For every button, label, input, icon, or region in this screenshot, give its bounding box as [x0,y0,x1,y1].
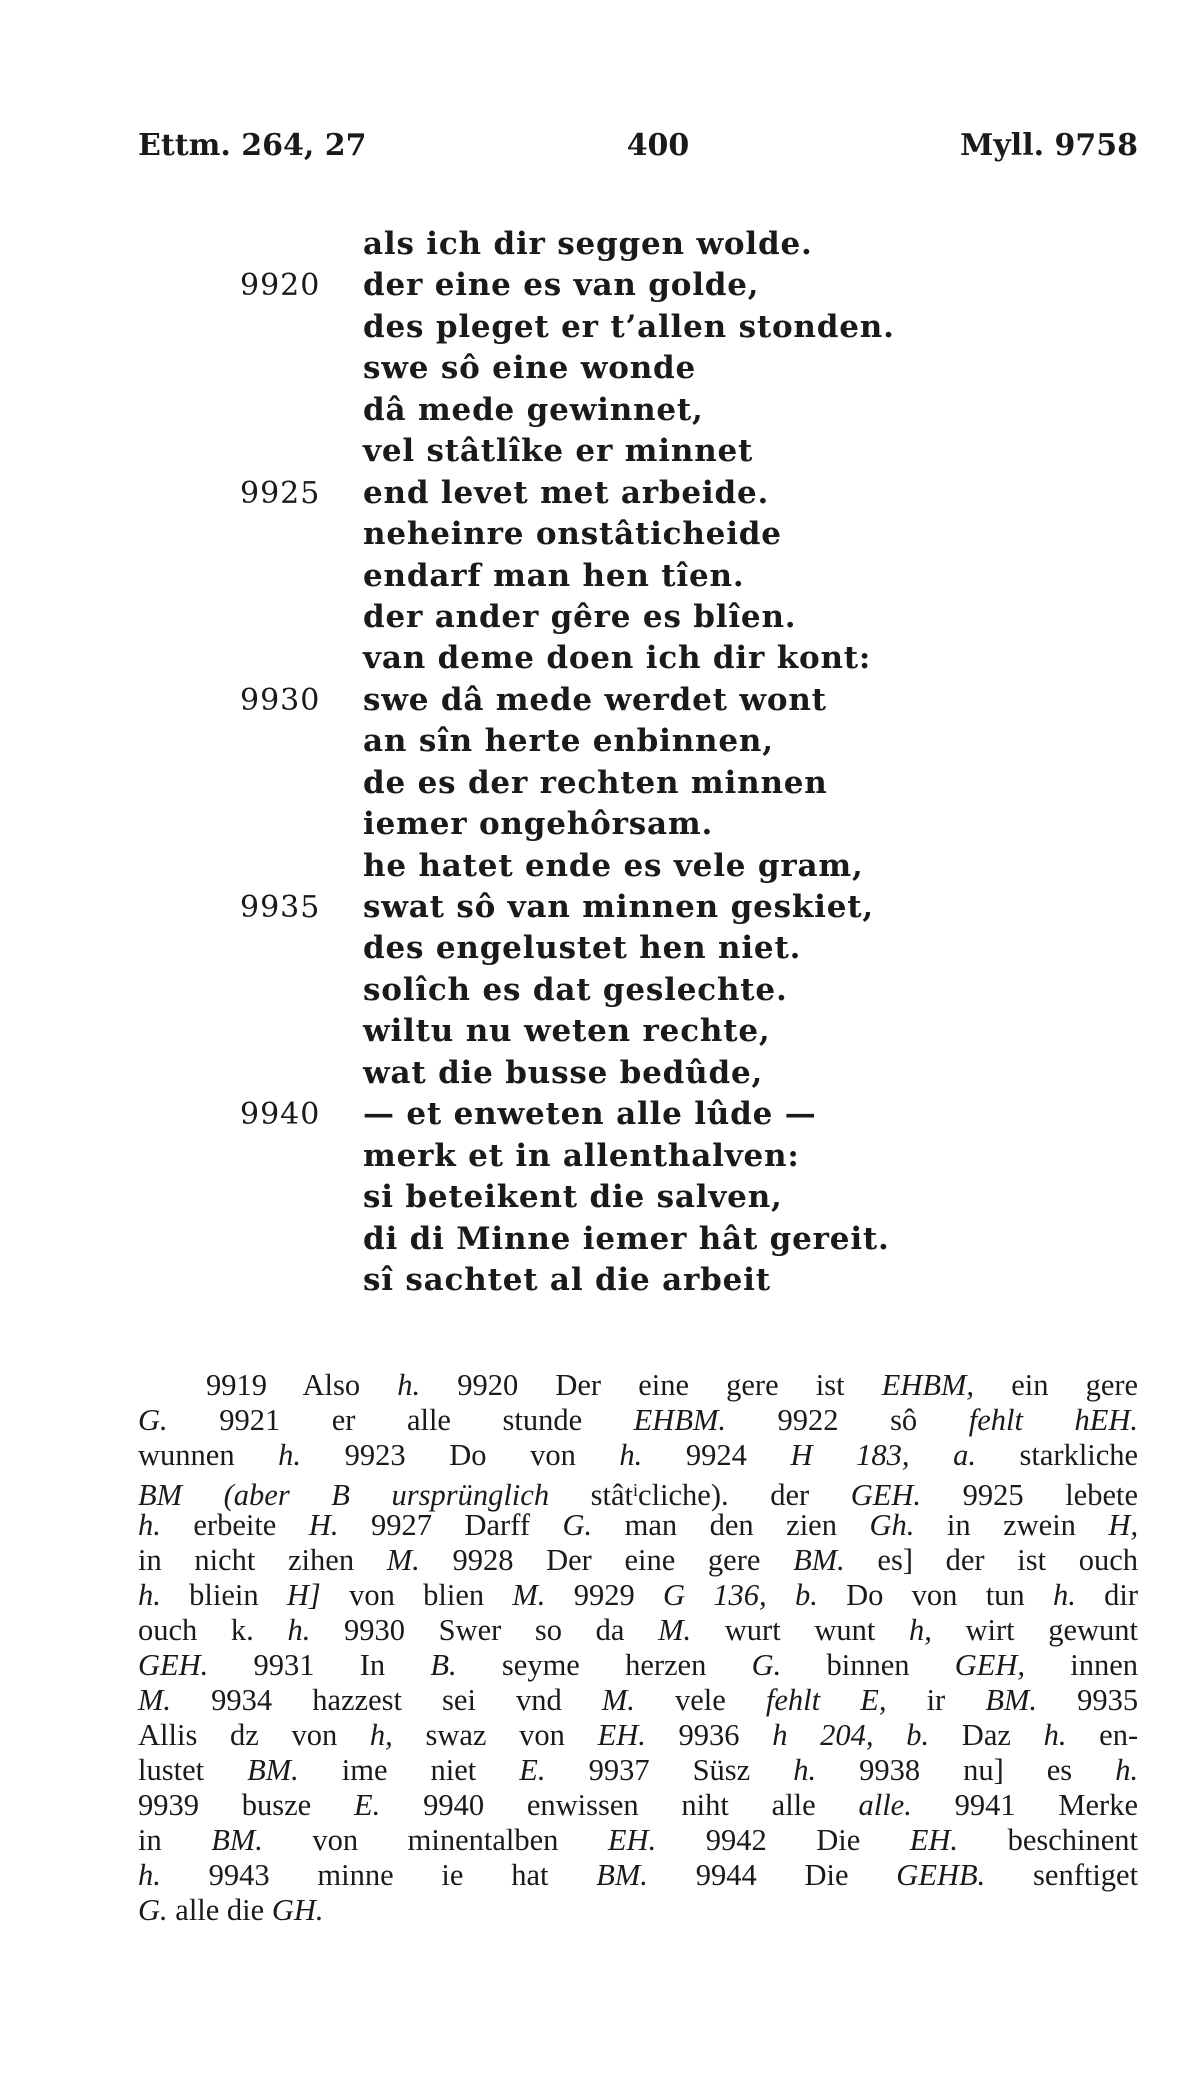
note-line: M. 9934 hazzest sei vnd M. vele fehlt E, ir BM. 9935 [138,1683,1139,1717]
verse-line [0,390,1200,431]
verse-line-text: vel stâtlîke er minnet [363,433,754,470]
verse-line-text: end levet met arbeide. [363,474,770,511]
verse-line-text: merk et in allenthalven: [363,1137,800,1174]
note-line: in nicht zihen M. 9928 Der eine gere BM. es] der ist ouch [138,1543,1138,1577]
note-line: lustet BM. ime niet E. 9937 Süsz h. 9938 nu] es h. [138,1753,1139,1787]
running-head-left: Ettm. 264, 27 [138,128,367,163]
note-line: wunnen h. 9923 Do von h. 9924 H 183, a. starkliche [138,1438,1139,1472]
verse-line-text: der eine es van golde, [363,267,760,304]
verse-line-text: swe sô eine wonde [363,350,697,387]
verse-line [0,638,1200,679]
note-line: 9919 Also h. 9920 Der eine gere ist EHBM, ein gere [206,1368,1139,1402]
verse-line [0,431,1200,472]
verse-line-text: si beteikent die salven, [363,1179,783,1216]
line-number: 9940 [240,1097,321,1133]
verse-line-text: sî sachtet al die arbeit [363,1261,771,1298]
note-line: in BM. von minentalben EH. 9942 Die EH. beschinent [138,1823,1138,1857]
verse-line [0,763,1200,804]
verse-line [0,307,1200,348]
note-line: Allis dz von h, swaz von EH. 9936 h 204, b. Daz h. en- [138,1718,1139,1752]
note-line: ouch k. h. 9930 Swer so da M. wurt wunt h, wirt gewunt [138,1613,1139,1647]
verse-line-text: des pleget er t’allen stonden. [363,308,895,345]
verse-line [0,1260,1200,1301]
line-number: 9920 [240,268,321,304]
verse-line [0,556,1200,597]
running-head-right: Myll. 9758 [960,128,1138,163]
verse-line [0,1219,1200,1260]
verse-line [0,224,1200,265]
verse-line [0,1177,1200,1218]
verse-line-text: swe dâ mede werdet wont [363,681,827,718]
verse-line [0,804,1200,845]
verse-line-text: dâ mede gewinnet, [363,391,704,428]
verse-line [0,721,1200,762]
note-line: h. bliein H] von blien M. 9929 G 136, b. Do von tun h. dir [138,1578,1139,1612]
verse-line-text: solîch es dat geslechte. [363,971,788,1008]
verse-line-text: iemer ongehôrsam. [363,806,714,843]
verse-line [0,265,1200,306]
note-line: BM (aber B ursprünglich stât$^i$cliche). der GEH. 9925 lebete [138,1478,1139,1512]
line-number: 9935 [240,890,321,925]
verse-line-text: — et enweten alle lûde — [363,1096,817,1133]
verse-line-text: de es der rechten minnen [363,764,828,801]
verse-line-text: endarf man hen tîen. [363,557,745,594]
verse-line [0,1094,1200,1135]
verse-line [0,928,1200,969]
verse-line-text: als ich dir seggen wolde. [363,226,813,262]
verse-line [0,1053,1200,1094]
verse-line-text: wat die busse bedûde, [363,1054,764,1091]
verse-line [0,1136,1200,1177]
verse-line-text: he hatet ende es vele gram, [363,847,864,884]
verse-line-text: wiltu nu weten rechte, [363,1013,771,1050]
verse-line-text: des engelustet hen niet. [363,930,802,967]
note-line: GEH. 9931 In B. seyme herzen G. binnen GEH, innen [138,1648,1139,1682]
verse-line [0,473,1200,514]
verse-line-text: di di Minne iemer hât gereit. [363,1220,890,1257]
verse-line [0,1011,1200,1052]
verse-text [0,224,1200,1301]
note-line: 9939 busze E. 9940 enwissen niht alle alle. 9941 Merke [138,1788,1139,1822]
line-number: 9930 [240,682,321,718]
note-line: h. erbeite H. 9927 Darff G. man den zien Gh. in zwein H, [138,1508,1139,1542]
line-number: 9925 [240,475,321,511]
verse-line [0,348,1200,389]
note-line: G. alle die GH. [138,1893,324,1927]
verse-line-text: neheinre onstâticheide [363,516,782,553]
verse-line [0,597,1200,638]
verse-line-text: swat sô van minnen geskiet, [363,889,874,925]
note-line: G. 9921 er alle stunde EHBM. 9922 sô fehlt hEH. [138,1403,1138,1437]
verse-line [0,970,1200,1011]
verse-line-text: der ander gêre es blîen. [363,598,797,635]
verse-line [0,846,1200,887]
verse-line [0,514,1200,555]
verse-line-text: van deme doen ich dir kont: [363,640,872,677]
verse-line [0,680,1200,721]
note-line: h. 9943 minne ie hat BM. 9944 Die GEHB. senftiget [138,1858,1139,1892]
critical-apparatus [138,1368,1138,1928]
verse-line-text: an sîn herte enbinnen, [363,723,774,760]
running-head [138,128,1138,172]
verse-line [0,887,1200,928]
page-number: 400 [626,128,690,163]
